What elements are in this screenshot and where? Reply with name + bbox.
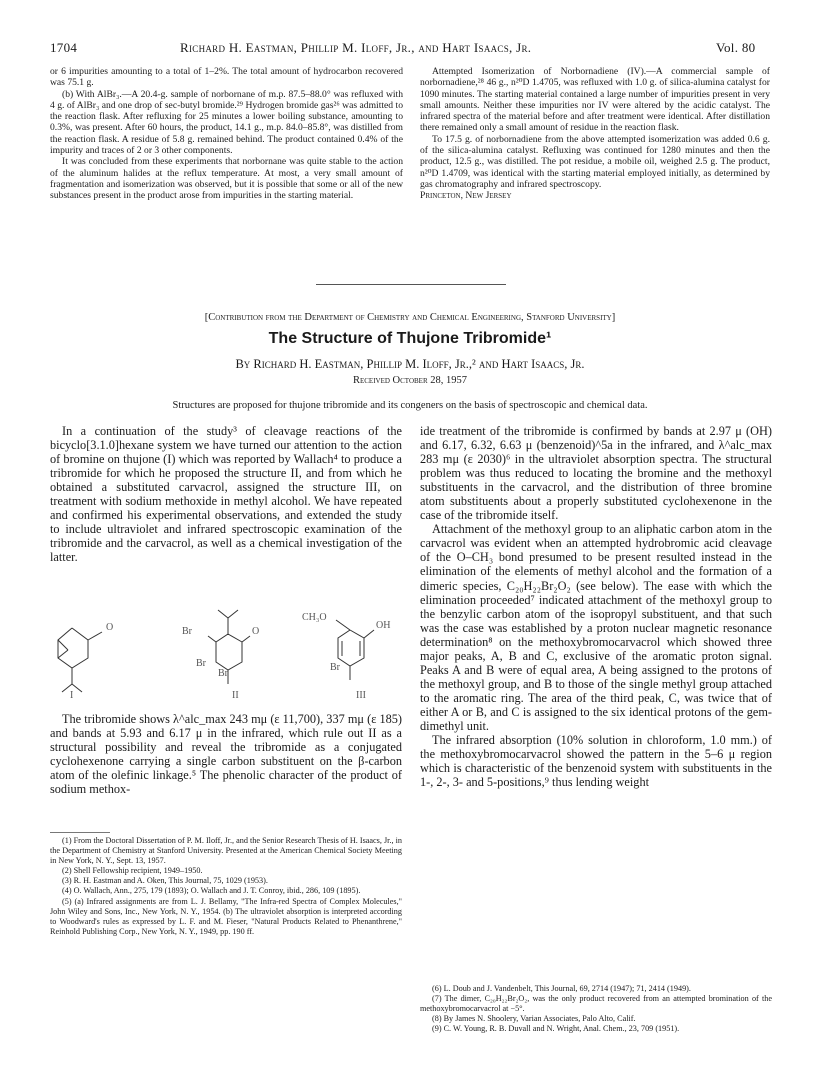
structure-ii-ring: [216, 634, 242, 670]
body-left-column-top: [50, 424, 402, 564]
paragraph: ide treatment of the tribromide is confirmed by bands at 2.97 μ (OH) and 6.17, 6.32, 6.63 μ (benzenoid)^5a in the infrared, and λ^alc_max 283 mμ (ε 2030)⁶ in the ultraviolet absorption spectra. The structural problem was thus reduced to locating the bromine and the methoxyl substituents in the carvacrol, and the distribution of three bromine atom substituents about a properly substituted cyclohexenone in the case of the tribromide itself.: [420, 424, 772, 523]
footnote: (2) Shell Fellowship recipient, 1949–1950.: [62, 866, 203, 876]
structure-atom-label: OH: [376, 620, 391, 631]
footnote: (3) R. H. Eastman and A. Oken, This Journal, 75, 1029 (1953).: [62, 876, 268, 886]
footnote-rule: [50, 832, 110, 833]
footnote: (9) C. W. Young, R. B. Duvall and N. Wright, Anal. Chem., 23, 709 (1951).: [432, 1024, 680, 1034]
abstract: Structures are proposed for thujone tribromide and its congeners on the basis of spectroscopic and chemical data.: [172, 400, 648, 411]
footnote: (7) The dimer, C₂₀H₂₂Br₂O₂, was the only product recovered from an attempted bromination of the methoxybromocarvacrol at −5°.: [420, 994, 772, 1014]
structure-atom-label: Br: [182, 626, 192, 637]
paragraph: Attachment of the methoxyl group to an aliphatic carbon atom in the carvacrol was evident when an attempted hydrobromic acid cleavage of the O–CH₃ bond presumed to be present resulted instead in the elimination of the elements of methyl alcohol and the formation of a dimeric species, C₂₀H₂₂Br₂O₂ (see below). The ease with which the elimination proceeded⁷ indicated attachment of the methoxyl group to the benzylic carbon atom of the isopropyl substituent, and that such was the case was established by a proton nuclear magnetic resonance determination⁸ on the methoxybromocarvacrol which showed three major peaks, A, B and C, exclusive of the aromatic proton signal. Peaks A and B were of equal area, A being assigned to the protons of the methoxyl group, and B to those of the single methyl group attached to the aromatic ring. The area of the third peak, C, was twice that of either A or B, and C is assigned to the six identical protons of the gem-dimethyl unit.: [420, 522, 772, 733]
footnote: (1) From the Doctoral Dissertation of P. M. Iloff, Jr., and the Senior Research Thesis of H. Isaacs, Jr., in the Department of Chemistry at Stanford University. Presented at the American Chemical Society Meeting in New York, N. Y., Sept. 13, 1957.: [50, 836, 402, 866]
previous-article-right-column: [420, 66, 770, 202]
structure-label-ii: II: [232, 690, 239, 701]
footnotes-left: [50, 836, 402, 937]
article-title: The Structure of Thujone Tribromide¹: [268, 330, 552, 347]
paragraph: The tribromide shows λ^alc_max 243 mμ (ε 11,700), 337 mμ (ε 185) and bands at 5.93 and 6.17 μ in the infrared, which rule out II as a structural possibility and reveal the tribromide as a conjugated cyclohexenone carrying a single carbon substituent on the β-carbon atom of the olefinic linkage.⁵ The phenolic character of the product of sodium methox-: [50, 712, 402, 797]
running-header-authors: Richard H. Eastman, Phillip M. Iloff, Jr., and Hart Isaacs, Jr.: [180, 40, 532, 55]
structure-atom-label: O: [106, 622, 114, 633]
paragraph: (b) With AlBr₃.—A 20.4-g. sample of norbornane of m.p. 87.5–88.0° was refluxed with 4 g. of AlBr₃ and one drop of sec-butyl bromide.²⁹ Hydrogen bromide gas²⁶ was admitted to the reaction flask. After refluxing for 25 minutes a lower boiling substance, amounting to 0.3%, was present. After 60 hours, the product, 14.1 g., m.p. 84.0–85.8°, was distilled from the reaction flask. A residue of 5.8 g. remained behind. The product contained 0.4% of the impurity and traces of 2 or 3 other components.: [50, 88, 403, 157]
paragraph: In a continuation of the study³ of cleavage reactions of the bicyclo[3.1.0]hexane system we have turned our attention to the action of bromine on thujone (I) which was reported by Wallach⁴ to produce a tribromide for which he proposed the structure II, and from which he obtained a substituted carvacrol, assigned the structure III, on treatment with sodium methoxide in methyl alcohol. We have repeated and confirmed his experimental observations, and extended the study to include ultraviolet and infrared spectroscopic examination of the tribromide and the carvacrol, as well as a chemical investigation of the latter.: [50, 424, 402, 565]
structure-i-ring: [58, 628, 88, 668]
previous-article-left-column: [50, 66, 403, 202]
received-date: Received October 28, 1957: [352, 375, 467, 386]
page-number: 1704: [50, 40, 78, 55]
chemical-structures-figure: [50, 606, 402, 702]
structure-atom-label: Br: [218, 668, 228, 679]
footnote: (8) By James N. Shoolery, Varian Associates, Palo Alto, Calif.: [432, 1014, 636, 1024]
structure-atom-label: Br: [196, 658, 206, 669]
footnotes-right: [420, 984, 772, 1034]
volume-number: Vol. 80: [716, 40, 756, 55]
structure-atom-label: O: [252, 626, 260, 637]
body-right-column: [420, 424, 772, 789]
byline: By Richard H. Eastman, Phillip M. Iloff, Jr.,² and Hart Isaacs, Jr.: [235, 357, 585, 371]
paragraph: The infrared absorption (10% solution in chloroform, 1.0 mm.) of the methoxybromocarvacrol showed the pattern in the 5–6 μ region which is characteristic of the benzenoid system with substituents in the 1-, 2-, 3- and 5-positions,⁹ thus lending weight: [420, 733, 772, 790]
structure-atom-label: Br: [330, 662, 340, 673]
place-line: Princeton, New Jersey: [420, 190, 512, 202]
footnote: (6) L. Doub and J. Vandenbelt, This Journal, 69, 2714 (1947); 71, 2414 (1949).: [432, 984, 691, 993]
structure-atom-label: CH₃O: [302, 612, 327, 623]
paragraph: Attempted Isomerization of Norbornadiene (IV).—A commercial sample of norbornadiene,²⁸ 46 g., n²⁰D 1.4705, was refluxed with 1.0 g. of silica-alumina catalyst for 1090 minutes. The starting material contained a large number of impurities present in very small amounts. Neither these impurities nor IV were altered by the acidic catalyst. The infrared spectra of the material before and after treatment were identical. After distillation there remained only a small amount of residue in the reaction flask.: [420, 66, 770, 134]
structure-label-i: I: [70, 690, 74, 701]
paragraph: It was concluded from these experiments that norbornane was quite stable to the action of the aluminum halides at the reflux temperature. At most, a very small amount of fragmentation and isomerization was observed, but it is possible that some or all of the new substances present in the product arose from impurities in the starting material.: [50, 156, 403, 202]
paragraph: To 17.5 g. of norbornadiene from the above attempted isomerization was added 0.6 g. of the silica-alumina catalyst. Refluxing was continued for 1280 minutes and then the product, 12.5 g., was distilled. The pot residue, a mobile oil, weighed 2.5 g. The product, n²⁰D 1.4709, was identical with the starting material employed initially, as determined by gas chromatography and infrared spectroscopy.: [420, 133, 770, 190]
contribution-line: [Contribution from the Department of Chemistry and Chemical Engineering, Stanford University]: [204, 312, 616, 323]
body-left-column-bottom: [50, 712, 402, 796]
paragraph: or 6 impurities amounting to a total of 1–2%. The total amount of hydrocarbon recovered was 75.1 g.: [50, 66, 403, 89]
section-divider: [316, 284, 506, 285]
structure-label-iii: III: [356, 690, 366, 701]
footnote: (5) (a) Infrared assignments are from L. J. Bellamy, "The Infra-red Spectra of Complex Molecules," John Wiley and Sons, Inc., New York, N. Y., 1954. (b) The ultraviolet absorption is interpreted according to Woodward's rules as expressed by L. F. and M. Fieser, "Natural Products Related to Phenanthrene," Reinhold Publishing Corp., New York, N. Y., 1949, pp. 190 ff.: [50, 896, 402, 936]
footnote: (4) O. Wallach, Ann., 275, 179 (1893); O. Wallach and J. T. Conroy, ibid., 286, 109 (1895).: [62, 886, 361, 896]
